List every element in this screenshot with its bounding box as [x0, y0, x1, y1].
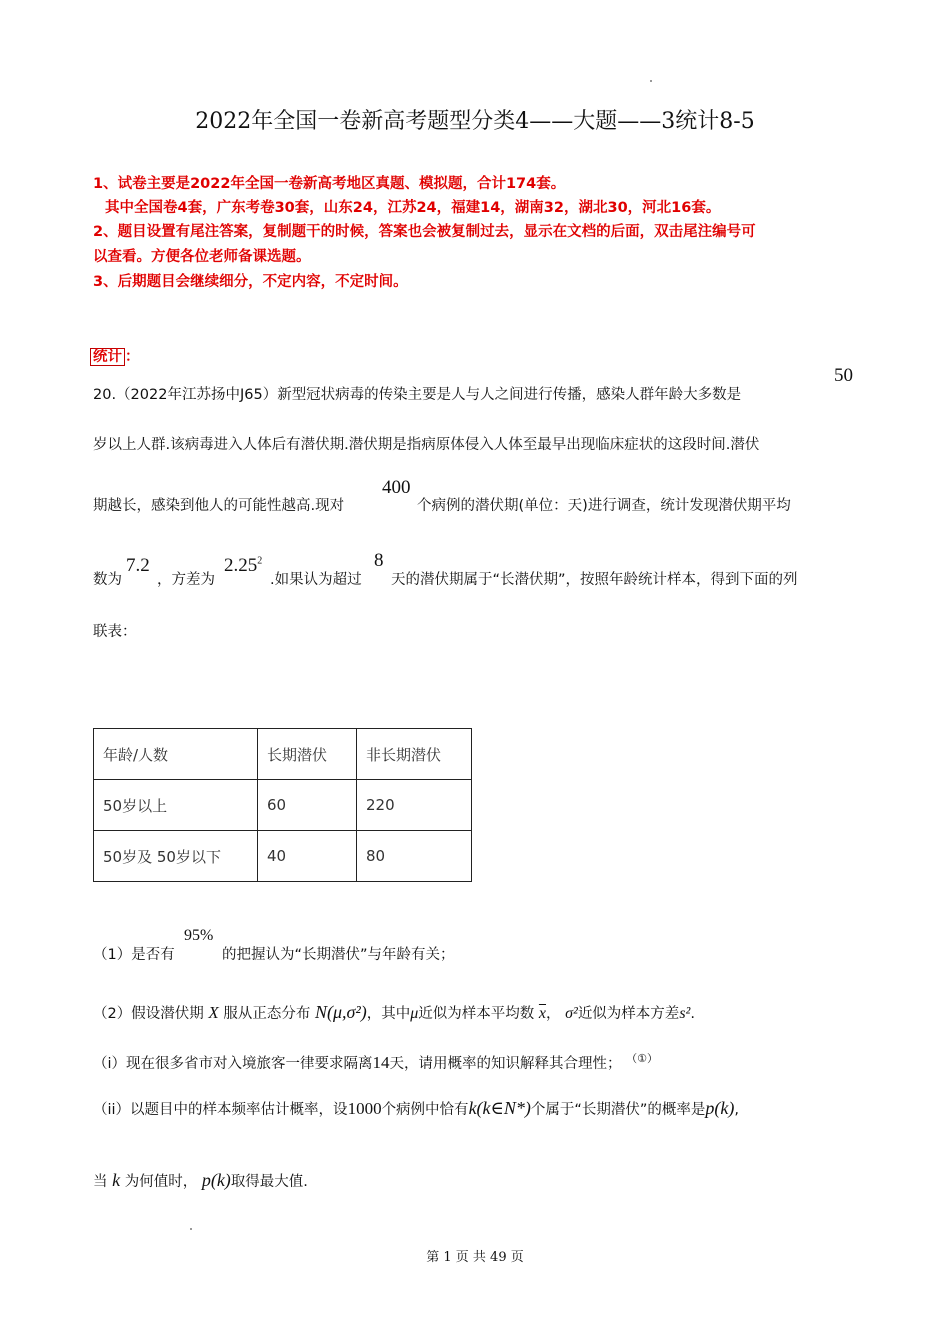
- table-cell: 50岁以上: [94, 780, 258, 831]
- section-heading: 统计 ：: [90, 345, 140, 366]
- note-line-2: 其中全国卷4套，广东考卷30套，山东24，江苏24，福建14，湖南32，湖北30，河北16套。: [105, 200, 721, 216]
- problem-line-4a: 数为: [93, 572, 122, 588]
- contingency-table: [93, 728, 472, 882]
- table-header-cell: 长期潜伏: [258, 729, 357, 780]
- normal-dist: N(μ,σ²): [314, 1002, 367, 1022]
- value-mean: 7.2: [126, 555, 150, 576]
- table-cell: 40: [258, 831, 357, 882]
- table-header-cell: 非长期潜伏: [357, 729, 472, 780]
- table-cell: 80: [357, 831, 472, 882]
- problem-line-4b: ，方差为: [157, 572, 215, 588]
- question-1a: （1）是否有: [93, 947, 175, 963]
- problem-line-2: 岁以上人群.该病毒进入人体后有潜伏期.潜伏期是指病原体侵入人体至最早出现临床症状的这段时间.潜伏: [93, 437, 760, 453]
- var-sigma2: σ²: [565, 1005, 578, 1022]
- note-line-1: 1、试卷主要是2022年全国一卷新高考地区真题、模拟题，合计174套。: [93, 176, 566, 192]
- table-row: [94, 780, 472, 831]
- question-ii-continuation: 当 k 为何值时， p(k)取得最大值.: [93, 1170, 308, 1190]
- problem-line-1: 20.（2022年江苏扬中J65）新型冠状病毒的传染主要是人与人之间进行传播，感染人群年龄大多数是: [93, 387, 742, 403]
- value-1000: 1000: [347, 1099, 382, 1118]
- table-cell: 50岁及 50岁以下: [94, 831, 258, 882]
- note-line-4: 以查看。方便各位老师备课选题。: [93, 249, 311, 265]
- problem-line-3: 期越长，感染到他人的可能性越高.现对: [93, 498, 345, 514]
- value-14: 14: [372, 1052, 390, 1072]
- value-95-percent: 95%: [184, 927, 214, 944]
- problem-line-4c: .如果认为超过: [270, 572, 362, 588]
- page-footer: 第 1 页 共 49 页: [426, 1250, 524, 1265]
- question-1b: 的把握认为“长期潜伏”与年龄有关；: [222, 947, 455, 963]
- var-xbar: $\overline{x}$: [538, 1005, 547, 1022]
- question-i: （i）现在很多省市对入境旅客一律要求隔离14天，请用概率的知识解释其合理性； （①）: [93, 1052, 659, 1072]
- var-k: k: [112, 1170, 121, 1190]
- problem-line-4d: 天的潜伏期属于“长潜伏期”，按照年龄统计样本，得到下面的列: [391, 572, 798, 588]
- section-tag: 统计: [90, 348, 125, 366]
- endnote-reference[interactable]: （①）: [626, 1052, 659, 1065]
- p-of-k-max: p(k): [201, 1170, 231, 1190]
- note-line-3: 2、题目设置有尾注答案，复制题干的时候，答案也会被复制过去，显示在文档的后面，双击尾注编号可: [93, 224, 756, 240]
- table-header-row: [94, 729, 472, 780]
- table-cell: 60: [258, 780, 357, 831]
- p-of-k: p(k): [705, 1098, 735, 1118]
- k-expression: k(k∈N*): [468, 1098, 531, 1118]
- question-2: （2）假设潜伏期 X 服从正态分布 N(μ,σ²)，其中μ近似为样本平均数 $\overline{x}$， σ²近似为样本方差s².: [93, 1002, 695, 1022]
- page-title: 2022年全国一卷新高考题型分类4——大题——3统计8-5: [195, 109, 755, 134]
- value-50: 50: [834, 365, 853, 386]
- question-ii: （ii）以题目中的样本频率估计概率，设1000个病例中恰有k(k∈N*)个属于“长期潜伏”的概率是p(k),: [93, 1098, 739, 1118]
- table-cell: 220: [357, 780, 472, 831]
- value-variance: 2.25$^2$: [224, 555, 263, 576]
- table-header-cell: 年龄/人数: [94, 729, 258, 780]
- var-X: X: [208, 1003, 219, 1022]
- var-mu: μ: [410, 1005, 419, 1022]
- table-row: [94, 831, 472, 882]
- problem-line-5: 联表：: [93, 624, 137, 640]
- corner-mark: [650, 80, 652, 82]
- value-400: 400: [382, 477, 411, 498]
- var-s2: s²: [679, 1005, 691, 1022]
- note-line-5: 3、后期题目会继续细分，不定内容，不定时间。: [93, 274, 408, 290]
- problem-line-3b: 个病例的潜伏期(单位：天)进行调查，统计发现潜伏期平均: [417, 498, 791, 514]
- value-8: 8: [374, 550, 384, 571]
- corner-mark: [190, 1228, 192, 1230]
